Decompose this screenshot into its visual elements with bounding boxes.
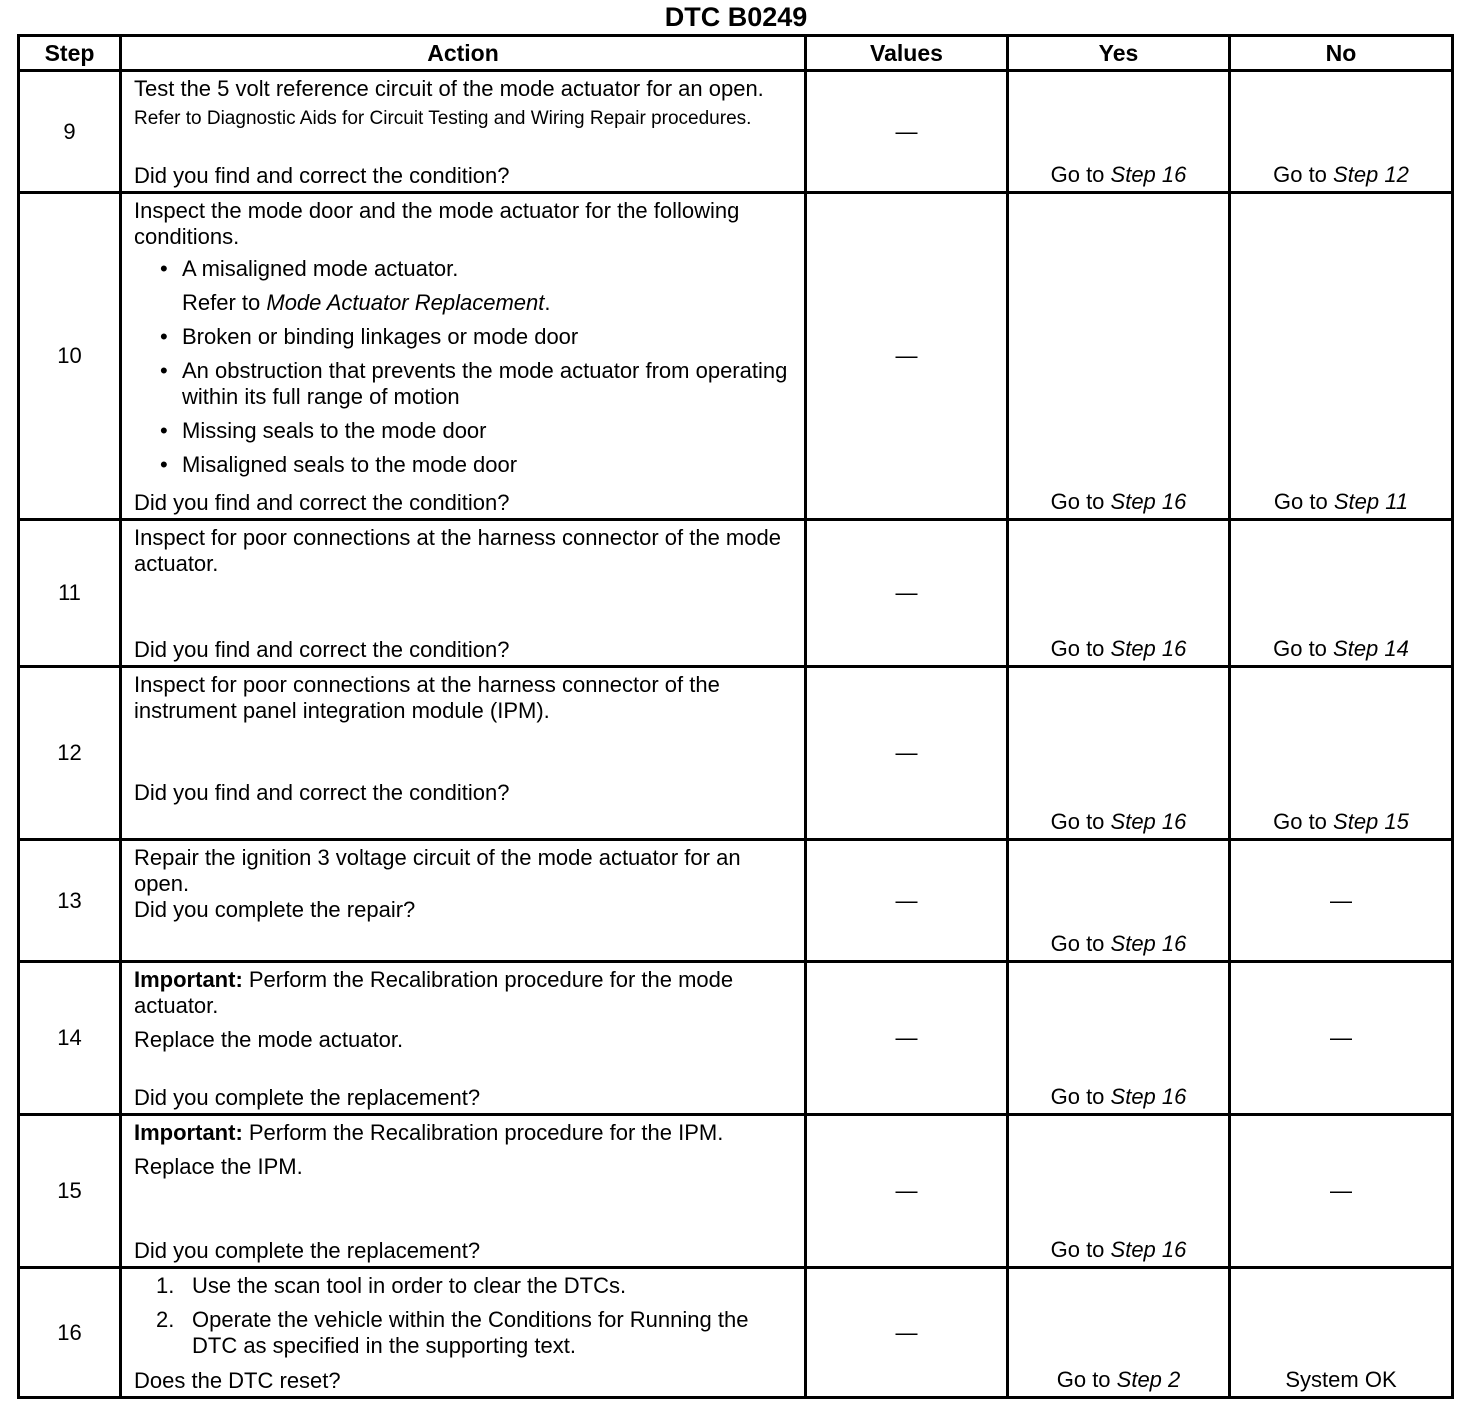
action-question: Did you find and correct the condition? (134, 637, 510, 662)
table-row (19, 71, 1453, 193)
value-cell: — (806, 193, 1008, 520)
no-cell: — (1230, 1115, 1453, 1268)
list-item-reference: Refer to Mode Actuator Replacement. (182, 290, 551, 315)
action-text: Inspect for poor connections at the harness connector of the mode actuator. (134, 525, 781, 576)
action-question: Did you find and correct the condition? (134, 163, 510, 188)
yes-cell: Go to Step 2 (1008, 1268, 1230, 1398)
action-text: Inspect for poor connections at the harness connector of the instrument panel integration module (IPM). (134, 672, 720, 723)
page-title: DTC B0249 (664, 2, 808, 32)
action-text: Test the 5 volt reference circuit of the mode actuator for an open. Refer to Diagnostic Aids for Circuit Testing and Wiring Repair procedures. (134, 76, 764, 129)
list-item: 1. Use the scan tool in order to clear the DTCs. (156, 1273, 627, 1298)
procedure-list (134, 1273, 794, 1367)
dtc-table (17, 34, 1454, 1399)
yes-cell: Go to Step 16 (1008, 840, 1230, 962)
action-question: Did you complete the repair? (134, 897, 416, 922)
action-question: Did you find and correct the condition? (134, 490, 510, 515)
step-number: 16 (19, 1268, 121, 1398)
header-no: No (1230, 36, 1453, 71)
no-cell: Go to Step 14 (1230, 520, 1453, 667)
step-number: 10 (19, 193, 121, 520)
action-cell (121, 193, 806, 520)
yes-cell: Go to Step 16 (1008, 1115, 1230, 1268)
header-action: Action (121, 36, 806, 71)
action-text: Replace the IPM. (134, 1154, 303, 1179)
list-item: • Missing seals to the mode door (134, 418, 794, 444)
no-cell: System OK (1230, 1268, 1453, 1398)
action-question: Did you complete the replacement? (134, 1085, 481, 1110)
action-question: Did you complete the replacement? (134, 1238, 481, 1263)
action-text: Inspect the mode door and the mode actuator for the following conditions. (134, 198, 740, 249)
table-row (19, 193, 1453, 520)
no-cell: Go to Step 11 (1230, 193, 1453, 520)
action-question: Does the DTC reset? (134, 1368, 341, 1393)
action-cell (121, 667, 806, 840)
table-row (19, 667, 1453, 840)
condition-list (134, 256, 794, 486)
yes-cell: Go to Step 16 (1008, 193, 1230, 520)
list-item: • Misaligned seals to the mode door (134, 452, 794, 478)
action-text: Replace the mode actuator. (134, 1027, 404, 1052)
no-cell: Go to Step 12 (1230, 71, 1453, 193)
table-row (19, 840, 1453, 962)
action-cell (121, 520, 806, 667)
no-cell: — (1230, 962, 1453, 1115)
no-cell: Go to Step 15 (1230, 667, 1453, 840)
action-question: Did you find and correct the condition? (134, 780, 510, 805)
value-cell: — (806, 1115, 1008, 1268)
list-item: • Broken or binding linkages or mode door (134, 324, 794, 350)
value-cell: — (806, 71, 1008, 193)
yes-cell: Go to Step 16 (1008, 962, 1230, 1115)
step-number: 12 (19, 667, 121, 840)
table-row (19, 520, 1453, 667)
header-row (19, 36, 1453, 71)
yes-cell: Go to Step 16 (1008, 71, 1230, 193)
no-cell: — (1230, 840, 1453, 962)
action-text: Repair the ignition 3 voltage circuit of the mode actuator for an open. (134, 845, 741, 896)
step-number: 11 (19, 520, 121, 667)
value-cell: — (806, 1268, 1008, 1398)
action-cell (121, 962, 806, 1115)
table-row (19, 962, 1453, 1115)
step-number: 13 (19, 840, 121, 962)
yes-cell: Go to Step 16 (1008, 520, 1230, 667)
action-cell (121, 840, 806, 962)
step-number: 15 (19, 1115, 121, 1268)
yes-cell: Go to Step 16 (1008, 667, 1230, 840)
table-row (19, 1268, 1453, 1398)
action-cell (121, 1268, 806, 1398)
list-item: • A misaligned mode actuator. (134, 256, 794, 282)
value-cell: — (806, 840, 1008, 962)
header-values: Values (806, 36, 1008, 71)
action-cell (121, 71, 806, 193)
list-item: 2. Operate the vehicle within the Conditions for Running the DTC as specified in the supporting text. (156, 1307, 749, 1358)
step-number: 14 (19, 962, 121, 1115)
value-cell: — (806, 962, 1008, 1115)
list-item: • An obstruction that prevents the mode actuator from operating within its full range of motion (134, 358, 794, 410)
header-yes: Yes (1008, 36, 1230, 71)
action-cell (121, 1115, 806, 1268)
header-step: Step (19, 36, 121, 71)
value-cell: — (806, 667, 1008, 840)
important-note: Important: Perform the Recalibration procedure for the IPM. (134, 1120, 724, 1145)
table-row (19, 1115, 1453, 1268)
value-cell: — (806, 520, 1008, 667)
important-note: Important: Perform the Recalibration procedure for the mode actuator. (134, 967, 734, 1018)
step-number: 9 (19, 71, 121, 193)
